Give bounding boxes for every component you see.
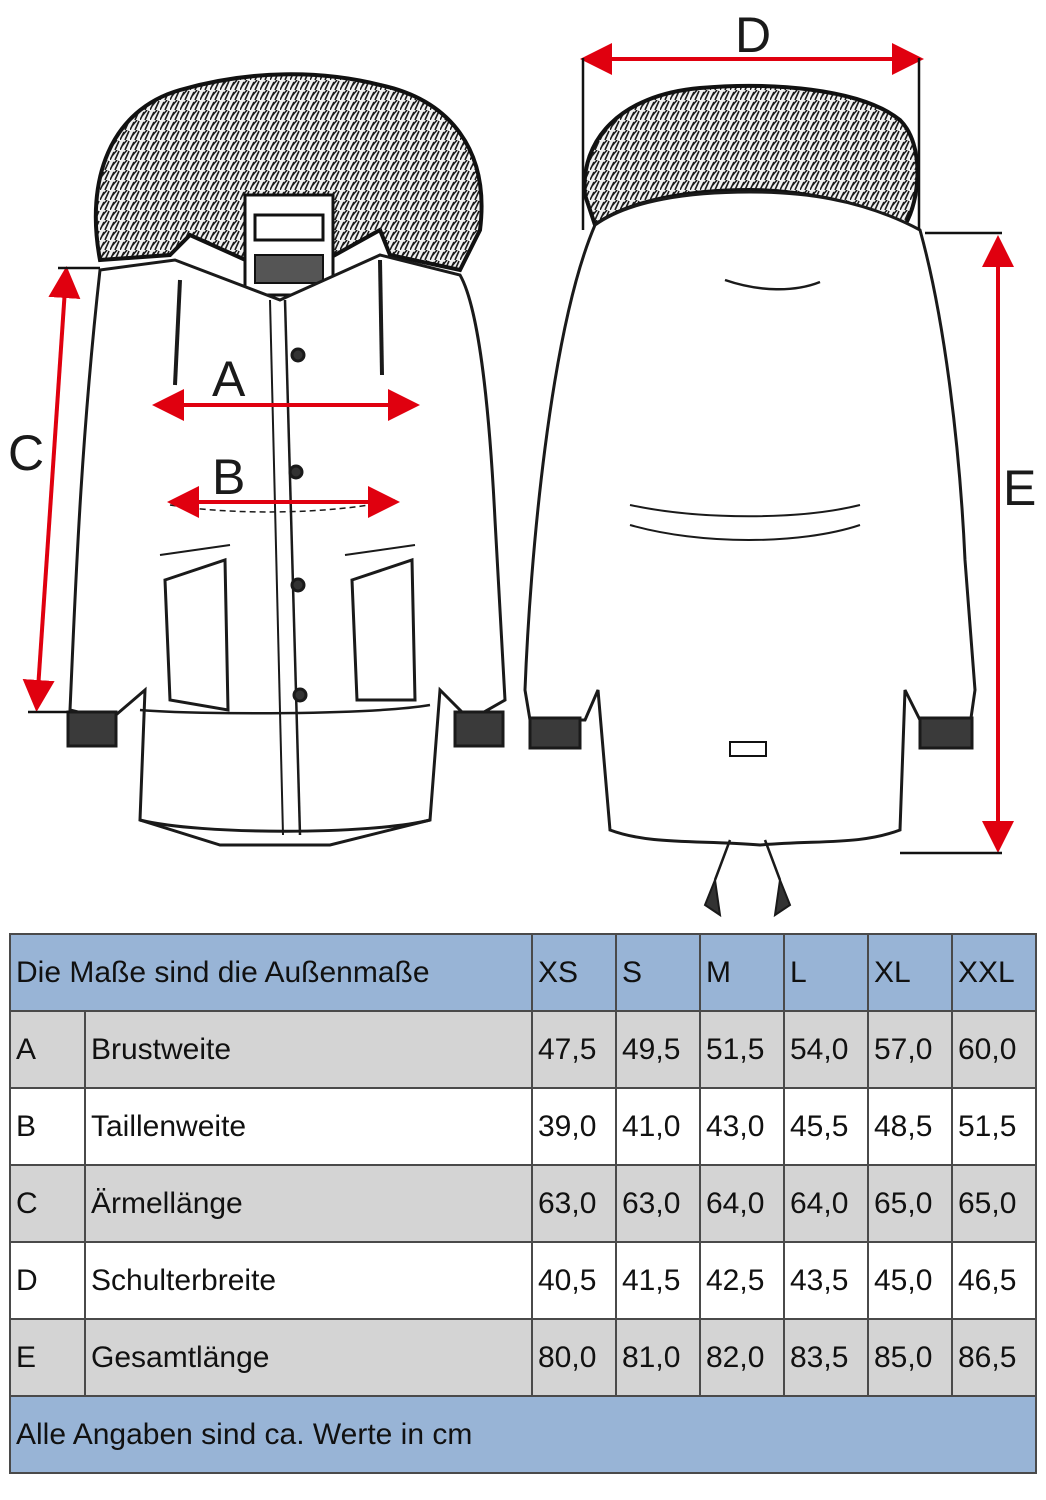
value-cell: 42,5 [700, 1242, 784, 1319]
value-cell: 39,0 [532, 1088, 616, 1165]
value-cell: 51,5 [952, 1088, 1036, 1165]
label-d: D [735, 7, 772, 63]
size-chart-table [9, 933, 1037, 1474]
value-cell: 85,0 [868, 1319, 952, 1396]
value-cell: 43,0 [700, 1088, 784, 1165]
table-row [10, 1088, 1036, 1165]
size-l: L [784, 934, 868, 1011]
back-left-cuff [530, 718, 580, 748]
row-name: Ärmellänge [85, 1165, 532, 1242]
table-row [10, 1011, 1036, 1088]
value-cell: 65,0 [952, 1165, 1036, 1242]
value-cell: 51,5 [700, 1011, 784, 1088]
value-cell: 57,0 [868, 1011, 952, 1088]
measure-c-arrow [37, 274, 66, 704]
value-cell: 46,5 [952, 1242, 1036, 1319]
front-jacket [68, 74, 505, 845]
value-cell: 41,0 [616, 1088, 700, 1165]
value-cell: 64,0 [784, 1165, 868, 1242]
value-cell: 49,5 [616, 1011, 700, 1088]
table-row [10, 1319, 1036, 1396]
value-cell: 63,0 [616, 1165, 700, 1242]
table-row [10, 1242, 1036, 1319]
row-name: Taillenweite [85, 1088, 532, 1165]
row-code: B [10, 1088, 85, 1165]
label-b: B [212, 449, 246, 505]
back-jacket [525, 86, 975, 915]
value-cell: 86,5 [952, 1319, 1036, 1396]
value-cell: 64,0 [700, 1165, 784, 1242]
table-footer-row [10, 1396, 1036, 1473]
footer-note: Alle Angaben sind ca. Werte in cm [10, 1396, 1036, 1473]
value-cell: 41,5 [616, 1242, 700, 1319]
value-cell: 54,0 [784, 1011, 868, 1088]
row-code: C [10, 1165, 85, 1242]
row-name: Gesamtlänge [85, 1319, 532, 1396]
value-cell: 83,5 [784, 1319, 868, 1396]
size-xxl: XXL [952, 934, 1036, 1011]
size-xs: XS [532, 934, 616, 1011]
front-body-outline [70, 255, 505, 845]
value-cell: 43,5 [784, 1242, 868, 1319]
row-code: E [10, 1319, 85, 1396]
value-cell: 65,0 [868, 1165, 952, 1242]
size-s: S [616, 934, 700, 1011]
row-code: A [10, 1011, 85, 1088]
row-code: D [10, 1242, 85, 1319]
label-e: E [1003, 460, 1037, 516]
value-cell: 40,5 [532, 1242, 616, 1319]
value-cell: 45,0 [868, 1242, 952, 1319]
header-label: Die Maße sind die Außenmaße [10, 934, 532, 1011]
row-name: Brustweite [85, 1011, 532, 1088]
value-cell: 81,0 [616, 1319, 700, 1396]
value-cell: 63,0 [532, 1165, 616, 1242]
size-xl: XL [868, 934, 952, 1011]
value-cell: 60,0 [952, 1011, 1036, 1088]
value-cell: 80,0 [532, 1319, 616, 1396]
value-cell: 45,5 [784, 1088, 868, 1165]
size-header-row [10, 934, 1036, 1011]
size-m: M [700, 934, 784, 1011]
table-row [10, 1165, 1036, 1242]
value-cell: 48,5 [868, 1088, 952, 1165]
value-cell: 47,5 [532, 1011, 616, 1088]
row-name: Schulterbreite [85, 1242, 532, 1319]
back-logo-patch [730, 742, 766, 756]
front-right-cuff [455, 712, 503, 746]
label-a: A [212, 351, 246, 407]
label-c: C [8, 425, 45, 481]
value-cell: 82,0 [700, 1319, 784, 1396]
back-right-cuff [920, 718, 972, 748]
front-left-cuff [68, 712, 116, 746]
